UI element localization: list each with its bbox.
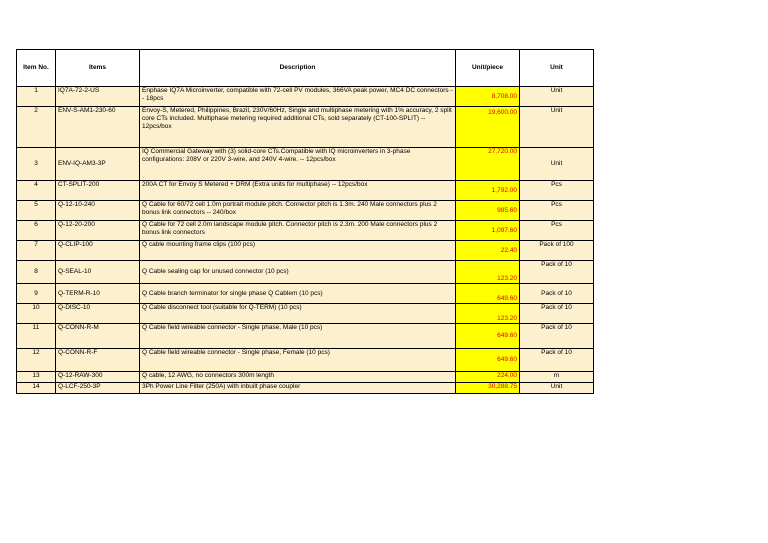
- header-description: Description: [140, 50, 456, 87]
- item-code: Q-CONN-R-M: [56, 324, 140, 349]
- unit-type: m: [520, 372, 594, 383]
- unit-price: 649.60: [456, 284, 520, 304]
- table-row: [17, 107, 594, 148]
- unit-price: 649.60: [456, 349, 520, 372]
- row-number: 14: [17, 383, 56, 394]
- row-number: 8: [17, 261, 56, 284]
- table-row: [17, 201, 594, 221]
- table-row: [17, 87, 594, 107]
- item-description: Envoy-S, Metered, Philippines, Brazil, 230V/60Hz, Single and multiphase metering with 1% accuracy, 2 split core CTs included. Multiphase metering required additional CTs, sold separately (CT-100-SPLIT) -- 12pcs/box: [140, 107, 456, 148]
- unit-price: 123.20: [456, 304, 520, 324]
- row-number: 10: [17, 304, 56, 324]
- row-number: 2: [17, 107, 56, 148]
- item-description: Q cable mounting frame clips (100 pcs): [140, 241, 456, 261]
- item-description: Q Cable for 72 cell 2.0m landscape module pitch. Connector pitch is 2.3m. 200 Male connectors plus 2 bonus link connectors: [140, 221, 456, 241]
- unit-price: 1,792.00: [456, 181, 520, 201]
- header-item-no: Item No.: [17, 50, 56, 87]
- item-code: ENV-IQ-AM3-3P: [56, 148, 140, 181]
- item-code: Q-12-RAW-300: [56, 372, 140, 383]
- item-description: Q Cable field wireable connector - Single phase, Male (10 pcs): [140, 324, 456, 349]
- item-code: Q-CLIP-100: [56, 241, 140, 261]
- table-row: [17, 349, 594, 372]
- item-description: Q Cable branch terminator for single phase Q Cablem (10 pcs): [140, 284, 456, 304]
- unit-type: Pcs: [520, 181, 594, 201]
- unit-price: 30,288.75: [456, 383, 520, 394]
- table-row: [17, 181, 594, 201]
- unit-type: Pack of 10: [520, 304, 594, 324]
- unit-price: 22.40: [456, 241, 520, 261]
- unit-type: Pack of 10: [520, 324, 594, 349]
- unit-price: 27,720.00: [456, 148, 520, 181]
- item-description: 3Ph Power Line Filter (250A) with inbuilt phase coupler: [140, 383, 456, 394]
- unit-type: Pack of 10: [520, 261, 594, 284]
- item-code: Q-12-20-200: [56, 221, 140, 241]
- item-description: IQ Commercial Gateway with (3) solid-core CTs.Compatible with IQ microinverters in 3-phase configurations: 208V or 220V 3-wire, and 240V 4-wire. -- 12pcs/box: [140, 148, 456, 181]
- unit-type: Pack of 10: [520, 349, 594, 372]
- unit-type: Unit: [520, 87, 594, 107]
- unit-type: Unit: [520, 383, 594, 394]
- unit-type: Pack of 10: [520, 284, 594, 304]
- unit-type: Unit: [520, 148, 594, 181]
- item-description: Q Cable sealing cap for unused connector (10 pcs): [140, 261, 456, 284]
- item-description: Q cable, 12 AWG, no connectors 300m length: [140, 372, 456, 383]
- item-code: Q-LCF-250-3P: [56, 383, 140, 394]
- table-row: [17, 304, 594, 324]
- item-description: Enphase IQ7A Microinverter, compatible with 72-cell PV modules, 366VA peak power, MC4 DC connectors -- 18pcs: [140, 87, 456, 107]
- row-number: 1: [17, 87, 56, 107]
- row-number: 5: [17, 201, 56, 221]
- unit-price: 123.20: [456, 261, 520, 284]
- item-code: CT-SPLIT-200: [56, 181, 140, 201]
- unit-price: 19,600.00: [456, 107, 520, 148]
- item-code: Q-12-10-240: [56, 201, 140, 221]
- unit-type: Unit: [520, 107, 594, 148]
- row-number: 11: [17, 324, 56, 349]
- row-number: 3: [17, 148, 56, 181]
- item-code: Q-CONN-R-F: [56, 349, 140, 372]
- table-row: [17, 324, 594, 349]
- item-description: Q Cable field wireable connector - Single phase, Female (10 pcs): [140, 349, 456, 372]
- unit-type: Pcs: [520, 201, 594, 221]
- row-number: 9: [17, 284, 56, 304]
- item-description: Q Cable disconnect tool (suitable for Q-TERM) (10 pcs): [140, 304, 456, 324]
- item-code: Q-SEAL-10: [56, 261, 140, 284]
- table-row: [17, 148, 594, 181]
- table-row: [17, 284, 594, 304]
- row-number: 12: [17, 349, 56, 372]
- table-row: [17, 261, 594, 284]
- row-number: 7: [17, 241, 56, 261]
- table-row: [17, 383, 594, 394]
- table-row: [17, 372, 594, 383]
- unit-price: 649.60: [456, 324, 520, 349]
- item-code: ENV-S-AM1-230-60: [56, 107, 140, 148]
- table-row: [17, 241, 594, 261]
- row-number: 13: [17, 372, 56, 383]
- header-unit: Unit: [520, 50, 594, 87]
- table-row: [17, 221, 594, 241]
- price-table: [16, 49, 594, 394]
- item-code: Q-DISC-10: [56, 304, 140, 324]
- unit-price: 8,708.00: [456, 87, 520, 107]
- item-code: Q-TERM-R-10: [56, 284, 140, 304]
- row-number: 6: [17, 221, 56, 241]
- header-items: Items: [56, 50, 140, 87]
- unit-type: Pack of 100: [520, 241, 594, 261]
- unit-price: 1,097.60: [456, 221, 520, 241]
- item-description: 200A CT for Envoy S Metered + DRM (Extra units for multiphase) -- 12pcs/box: [140, 181, 456, 201]
- item-description: Q Cable for 60/72 cell 1.0m portrait module pitch. Connector pitch is 1.3m. 240 Male connectors plus 2 bonus link connectors -- 240/box: [140, 201, 456, 221]
- header-row: [17, 50, 594, 87]
- unit-price: 224.00: [456, 372, 520, 383]
- header-price: Unit/piece: [456, 50, 520, 87]
- unit-type: Pcs: [520, 221, 594, 241]
- item-code: IQ7A-72-2-US: [56, 87, 140, 107]
- unit-price: 985.60: [456, 201, 520, 221]
- row-number: 4: [17, 181, 56, 201]
